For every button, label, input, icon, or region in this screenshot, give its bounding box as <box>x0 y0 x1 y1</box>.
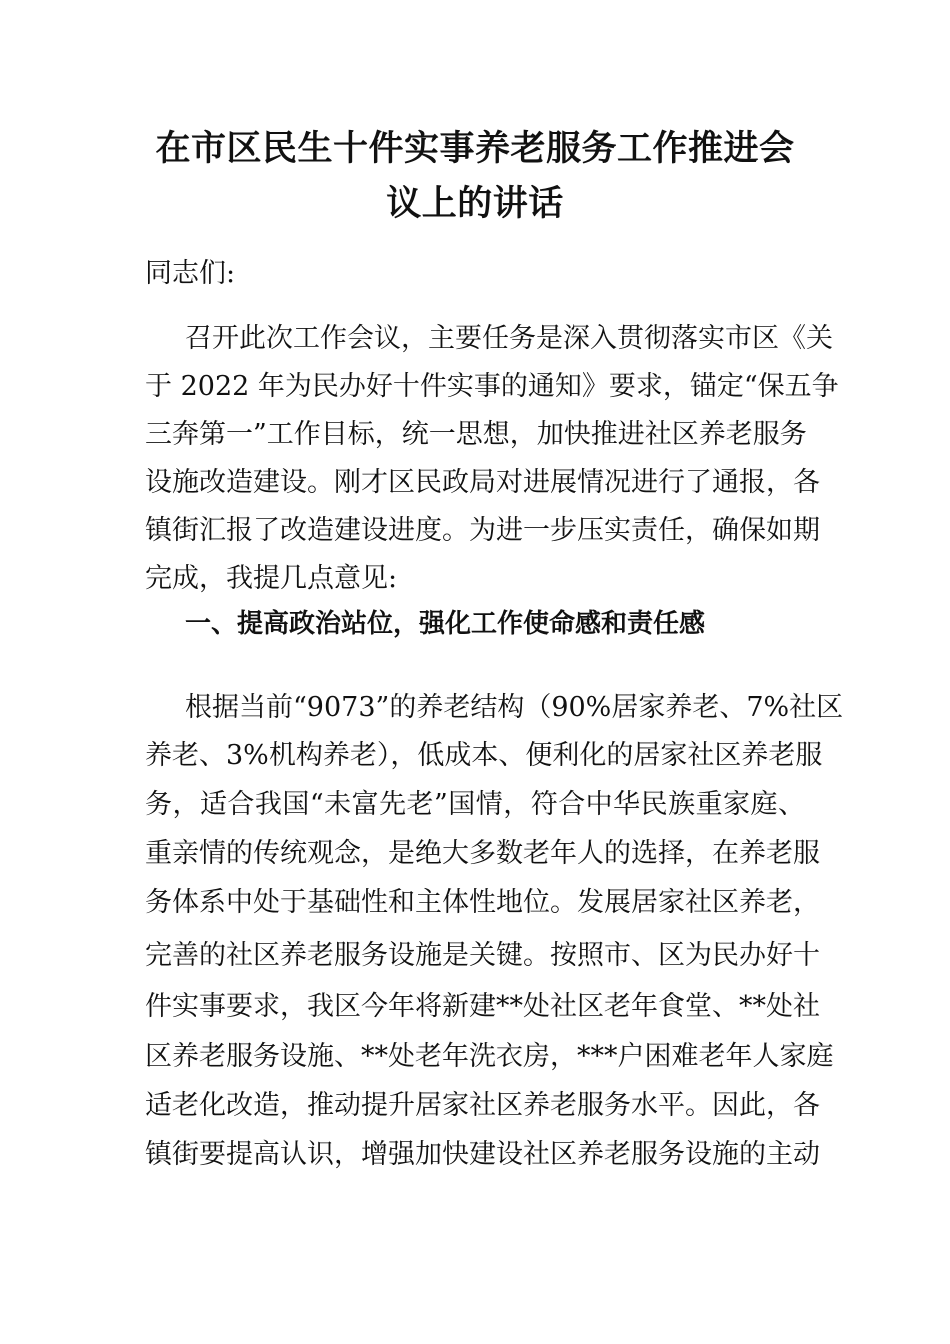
para2-line: 镇街要提高认识，增强加快建设社区养老服务设施的主动 <box>145 1139 820 1170</box>
para2-line: 养老、3%机构养老），低成本、便利化的居家社区养老服 <box>145 740 823 771</box>
para2-line: 务体系中处于基础性和主体性地位。发展居家社区养老， <box>145 887 820 918</box>
title-line-1: 在市区民生十件实事养老服务工作推进会 <box>155 129 795 169</box>
para2-line: 区养老服务设施、**处老年洗衣房，***户困难老年人家庭 <box>145 1041 834 1072</box>
para2-line: 件实事要求，我区今年将新建**处社区老年食堂、**处社 <box>145 991 820 1022</box>
para1-line: 设施改造建设。刚才区民政局对进展情况进行了通报，各 <box>145 467 820 498</box>
salutation: 同志们: <box>145 258 236 289</box>
document-title <box>145 122 805 232</box>
para1-line: 三奔第一”工作目标，统一思想，加快推进社区养老服务 <box>145 419 807 450</box>
para2-line: 完善的社区养老服务设施是关键。按照市、区为民办好十 <box>145 940 820 971</box>
section-heading-1: 一、提高政治站位，强化工作使命感和责任感 <box>185 609 706 639</box>
para1-line: 召开此次工作会议，主要任务是深入贯彻落实市区《关 <box>185 323 833 354</box>
para2-line: 适老化改造，推动提升居家社区养老服务水平。因此，各 <box>145 1090 820 1121</box>
para2-line: 务，适合我国“未富先老”国情，符合中华民族重家庭、 <box>145 789 805 820</box>
para2-line: 根据当前“9073”的养老结构（90%居家养老、7%社区 <box>185 692 844 723</box>
para1-line: 镇街汇报了改造建设进度。为进一步压实责任，确保如期 <box>145 515 820 546</box>
para1-line: 完成，我提几点意见: <box>145 563 398 594</box>
title-line-2: 议上的讲话 <box>386 184 564 224</box>
para2-line: 重亲情的传统观念，是绝大多数老年人的选择，在养老服 <box>145 838 820 869</box>
para1-line: 于 2022 年为民办好十件实事的通知》要求，锚定“保五争 <box>145 371 839 402</box>
